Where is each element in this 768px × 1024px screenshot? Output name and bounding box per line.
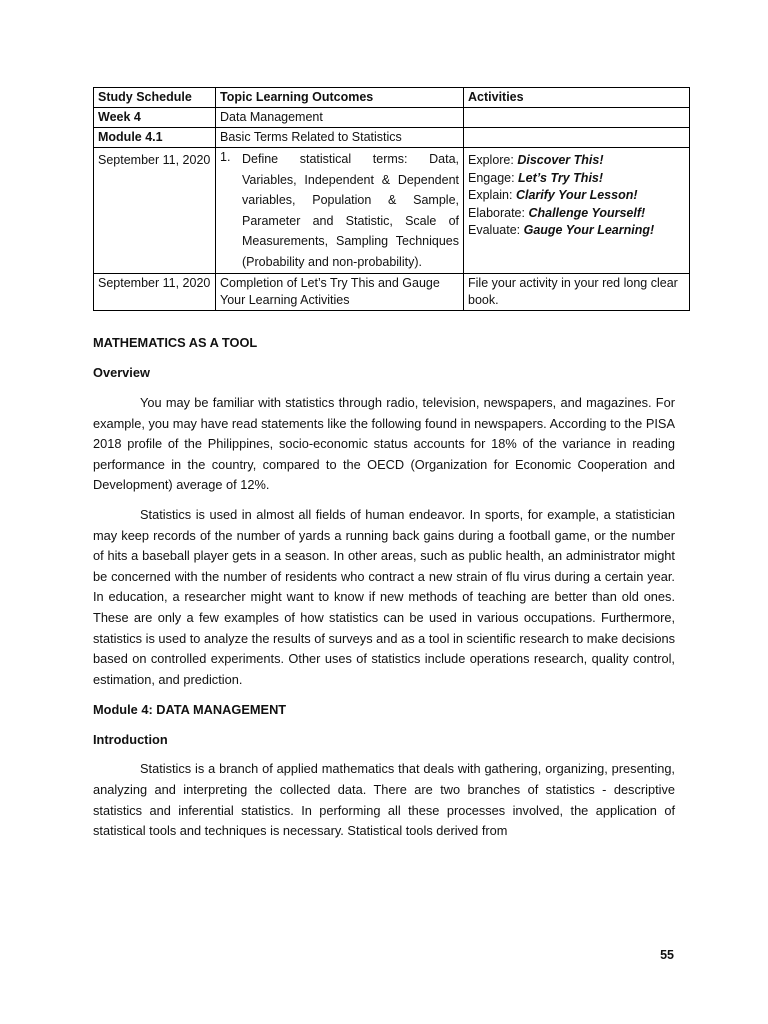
header-activities: Activities [464, 88, 690, 108]
date-cell: September 11, 2020 [94, 148, 216, 274]
paragraph-overview-2: Statistics is used in almost all fields of human endeavor. In sports, for example, a statistician may keep records of the number of yards a running back gains during a football game, or the number of hits a baseball player gets in a season. In other areas, such as public health, an administrator might be concerned with the number of residents who contract a new strain of flu virus during a certain year. In education, a researcher might want to know if new methods of teaching are better than old ones. These are only a few examples of how statistics can be used in various occupations. Furthermore, statistics is used to analyze the results of surveys and as a tool in scientific research to make decisions based on controlled experiments. Other uses of statistics include operations research, quality control, estimation, and prediction. [93, 506, 675, 687]
table-row-module [94, 128, 690, 148]
table-header-row [94, 88, 690, 108]
header-topic-learning-outcomes: Topic Learning Outcomes [216, 88, 464, 108]
module-cell: Module 4.1 [94, 128, 216, 148]
activity-explain: Explain: Clarify Your Lesson! [468, 188, 638, 202]
paragraph-overview-1: You may be familiar with statistics through radio, television, newspapers, and magazines. For example, you may have read statements like the following found in newspapers. According to the PISA 2018 profile of the Philippines, socio-economic status accounts for 18% of the variance in reading performance in the country, compared to the OECD (Organization for Economic Cooperation and Development) average of 12%. [93, 395, 675, 493]
study-schedule-table [93, 87, 690, 311]
table-row-outcomes [94, 148, 690, 274]
activity-elaborate: Elaborate: Challenge Yourself! [468, 205, 646, 220]
table-row-week [94, 108, 690, 128]
outcome-number: 1. [220, 150, 231, 164]
table-row-completion [94, 274, 690, 311]
module-topic-cell: Basic Terms Related to Statistics [216, 128, 464, 148]
page-content [93, 87, 676, 842]
section-heading-introduction: Introduction [93, 732, 168, 748]
week-activity-cell [464, 108, 690, 128]
activity-evaluate: Evaluate: Gauge Your Learning! [468, 223, 655, 237]
week-topic-cell: Data Management [216, 108, 464, 128]
section-heading-overview: Overview [93, 365, 150, 380]
section-heading-mathematics: MATHEMATICS AS A TOOL [93, 335, 258, 350]
section-heading-module4: Module 4: DATA MANAGEMENT [93, 702, 287, 718]
completion-activity-cell: File your activity in your red long clear book. [464, 274, 690, 311]
module-activity-cell [464, 128, 690, 148]
paragraph-introduction: Statistics is a branch of applied mathematics that deals with gathering, organizing, presenting, analyzing and interpreting the collected data. There are two branches of statistics - descriptive statistics and inferential statistics. In performing all these processes involved, the application of statistical tools and techniques is necessary. Statistical tools derived from [93, 761, 675, 839]
outcome-text: Define statistical terms: Data, Variables, Independent & Dependent variables, Population & Sample, Parameter and Statistic, Scale of Measurements, Sampling Techniques (Probability and non-probability). [242, 152, 459, 269]
date-cell-2: September 11, 2020 [94, 274, 216, 311]
header-study-schedule: Study Schedule [94, 88, 216, 108]
week-cell: Week 4 [94, 108, 216, 128]
outcome-cell [216, 148, 464, 274]
activity-engage: Engage: Let’s Try This! [468, 170, 604, 185]
completion-outcome-cell: Completion of Let’s Try This and Gauge Your Learning Activities [216, 274, 464, 311]
document-body [93, 335, 675, 842]
activity-explore: Explore: Discover This! [468, 153, 604, 167]
page-number: 55 [660, 948, 674, 962]
activities-cell [464, 148, 690, 274]
